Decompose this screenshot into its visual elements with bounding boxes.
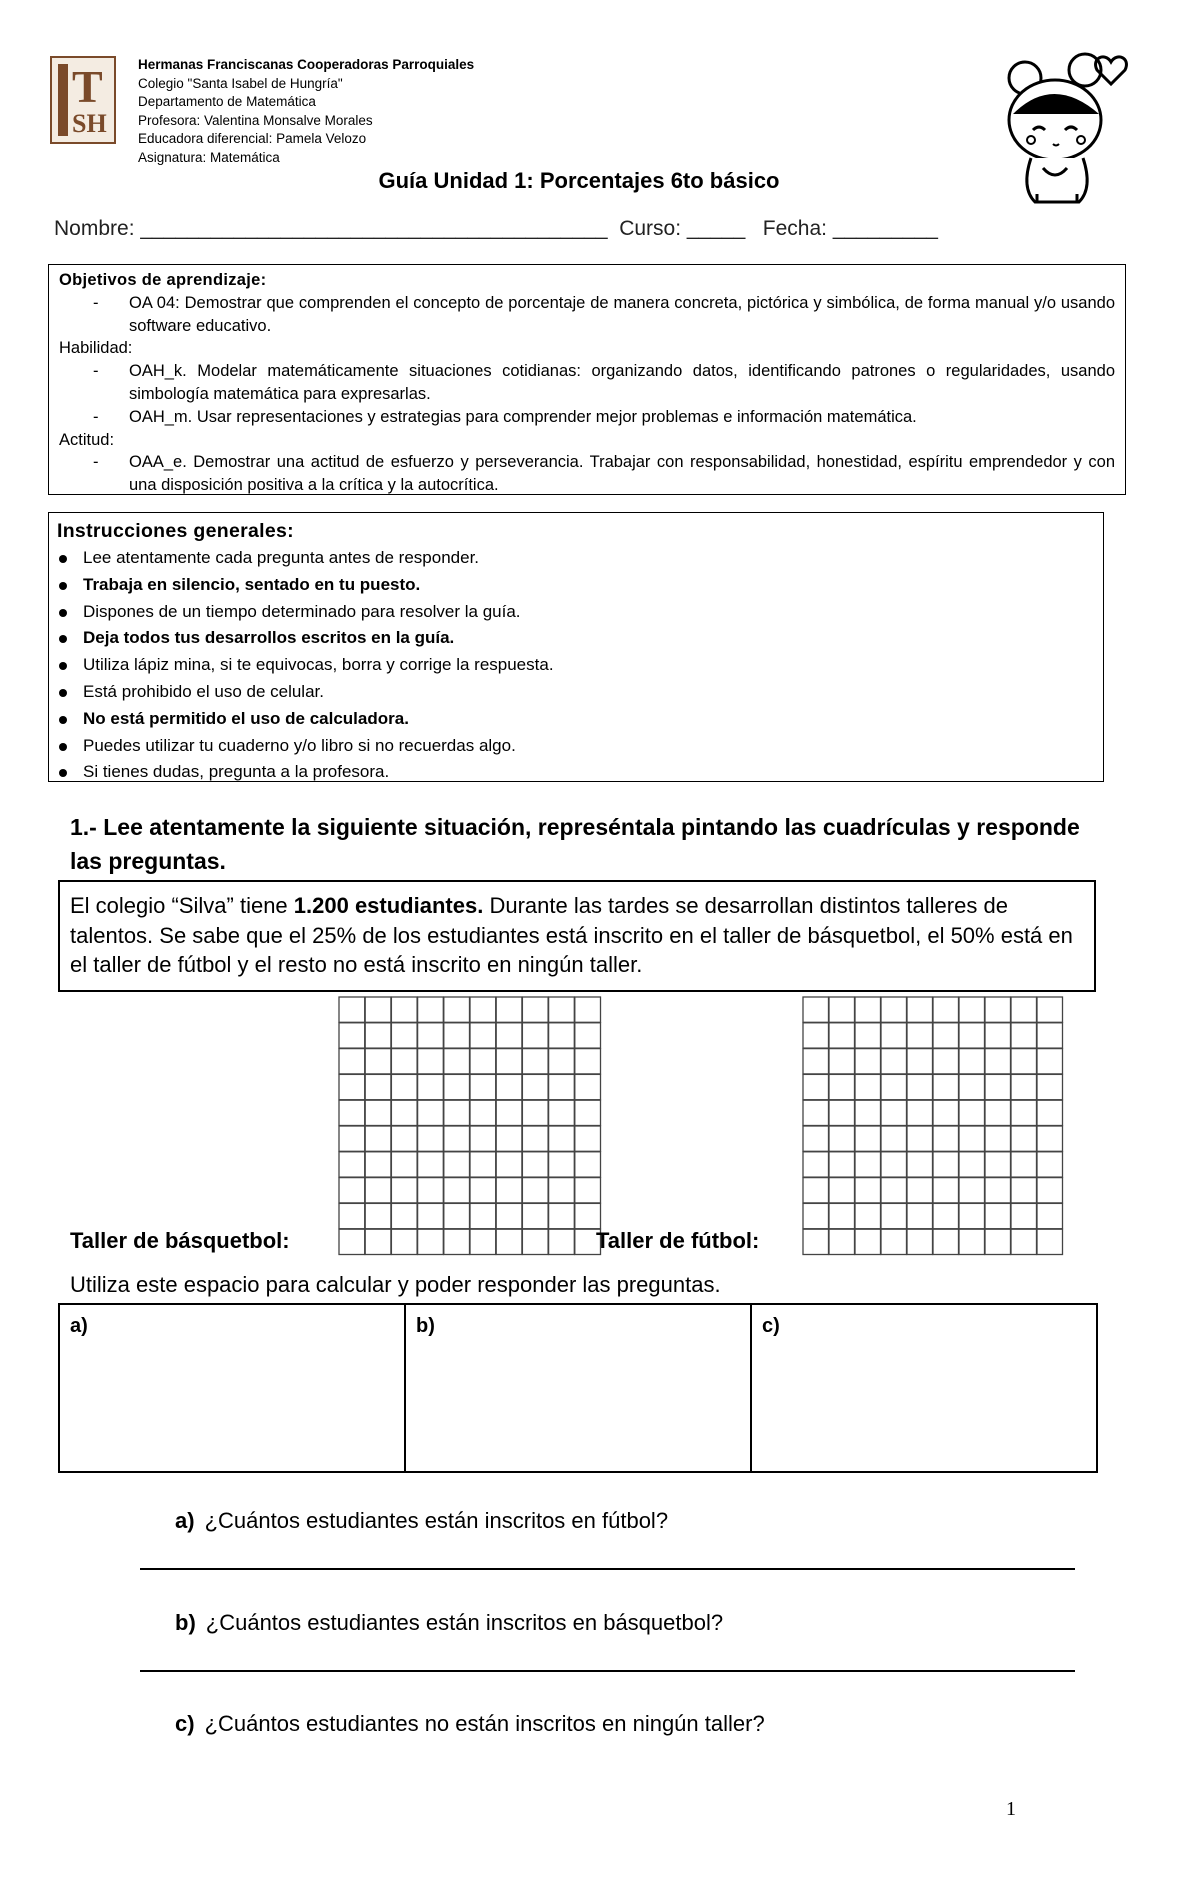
instruction-item: [57, 545, 1095, 572]
grid-square[interactable]: [391, 1152, 417, 1177]
instruction-text: Está prohibido el uso de celular.: [83, 681, 324, 701]
question-number: b): [175, 1610, 196, 1635]
dash-marker: -: [93, 362, 99, 381]
grid-square[interactable]: [803, 1100, 829, 1125]
grid-square[interactable]: [549, 1203, 575, 1228]
situation-box: [58, 880, 1096, 992]
grid-square[interactable]: [418, 1049, 444, 1074]
grid-square[interactable]: [496, 1023, 522, 1048]
grid-square[interactable]: [829, 1229, 855, 1254]
grid-square[interactable]: [829, 1074, 855, 1099]
grid-square[interactable]: [522, 1023, 548, 1048]
instruction-item: [57, 679, 1095, 706]
grid-square[interactable]: [418, 1229, 444, 1254]
bullet-icon: [59, 716, 67, 724]
habilidad-heading: Habilidad:: [59, 339, 133, 358]
grid-square[interactable]: [391, 997, 417, 1022]
situation-text-start: El colegio “Silva” tiene: [70, 893, 294, 918]
grid-square[interactable]: [959, 1178, 985, 1203]
grid-square[interactable]: [803, 997, 829, 1022]
question-number: c): [175, 1711, 195, 1736]
calc-space-label: Utiliza este espacio para calcular y poder responder las preguntas.: [70, 1272, 721, 1297]
instruction-item: [57, 599, 1095, 626]
grid-square[interactable]: [444, 1203, 470, 1228]
instruction-item: [57, 652, 1095, 679]
grid-square[interactable]: [985, 1229, 1011, 1254]
grid-square[interactable]: [391, 1074, 417, 1099]
grid-square[interactable]: [907, 1229, 933, 1254]
grid-square[interactable]: [933, 1229, 959, 1254]
question-a: [175, 1508, 668, 1534]
instruction-text: Puedes utilizar tu cuaderno y/o libro si no recuerdas algo.: [83, 735, 516, 755]
grid-square[interactable]: [985, 1023, 1011, 1048]
grid-square[interactable]: [470, 1178, 496, 1203]
grid-square[interactable]: [985, 1074, 1011, 1099]
grid-square[interactable]: [339, 1203, 365, 1228]
grid-square[interactable]: [881, 1023, 907, 1048]
grid-square[interactable]: [933, 1074, 959, 1099]
question-b: [175, 1610, 723, 1636]
grid-square[interactable]: [339, 1100, 365, 1125]
bullet-icon: [59, 662, 67, 670]
grid-square[interactable]: [1037, 1049, 1063, 1074]
grid-square[interactable]: [365, 1203, 391, 1228]
grid-square[interactable]: [829, 1100, 855, 1125]
grid-square[interactable]: [470, 1023, 496, 1048]
school-line: Profesora: Valentina Monsalve Morales: [138, 112, 373, 128]
question-text: ¿Cuántos estudiantes están inscritos en fútbol?: [204, 1508, 669, 1533]
grid-square[interactable]: [365, 1126, 391, 1151]
grid-square[interactable]: [365, 1229, 391, 1254]
grid-square[interactable]: [1037, 1152, 1063, 1177]
grid-square[interactable]: [855, 1203, 881, 1228]
grid-square[interactable]: [1011, 1152, 1037, 1177]
grid-square[interactable]: [985, 1152, 1011, 1177]
grid-square[interactable]: [803, 1049, 829, 1074]
grid-square[interactable]: [365, 1023, 391, 1048]
instruction-text: Si tienes dudas, pregunta a la profesora.: [83, 762, 390, 782]
grid-square[interactable]: [575, 997, 601, 1022]
grid-square[interactable]: [907, 1100, 933, 1125]
grid-square[interactable]: [855, 1178, 881, 1203]
grid-square[interactable]: [855, 1074, 881, 1099]
grid-square[interactable]: [365, 1074, 391, 1099]
grid-square[interactable]: [829, 1152, 855, 1177]
bullet-icon: [59, 555, 67, 563]
grid-square[interactable]: [444, 1049, 470, 1074]
objective-item: [59, 406, 1115, 429]
instruction-item: [57, 625, 1095, 652]
grid-square[interactable]: [418, 1203, 444, 1228]
school-line: Asignatura: Matemática: [138, 149, 280, 165]
grid-square[interactable]: [470, 1229, 496, 1254]
grid-square[interactable]: [1011, 1203, 1037, 1228]
grid-square[interactable]: [549, 1074, 575, 1099]
grid-square[interactable]: [829, 1049, 855, 1074]
grid-square[interactable]: [575, 1203, 601, 1228]
school-info: [138, 56, 474, 167]
dash-marker: -: [93, 453, 99, 472]
grid-square[interactable]: [803, 1178, 829, 1203]
grid-square[interactable]: [391, 1023, 417, 1048]
grid-square[interactable]: [339, 1152, 365, 1177]
grid-square[interactable]: [391, 1049, 417, 1074]
school-line: Educadora diferencial: Pamela Velozo: [138, 131, 367, 146]
grid-square[interactable]: [1037, 1203, 1063, 1228]
grid-square[interactable]: [496, 1049, 522, 1074]
bullet-icon: [59, 609, 67, 617]
dash-marker: -: [93, 293, 99, 312]
objective-item: [59, 360, 1115, 406]
grid-square[interactable]: [933, 997, 959, 1022]
grid-square[interactable]: [575, 1049, 601, 1074]
grid-square[interactable]: [933, 1178, 959, 1203]
grid-square[interactable]: [959, 1152, 985, 1177]
grid-square[interactable]: [549, 1178, 575, 1203]
grid-square[interactable]: [418, 1178, 444, 1203]
logo-monogram: SH: [72, 109, 107, 138]
grid-square[interactable]: [855, 997, 881, 1022]
instruction-item: [57, 572, 1095, 599]
grid-square[interactable]: [803, 1229, 829, 1254]
grid-square[interactable]: [391, 1178, 417, 1203]
grid-square[interactable]: [1011, 1023, 1037, 1048]
bullet-icon: [59, 635, 67, 643]
dash-marker: -: [93, 407, 99, 426]
grid-square[interactable]: [365, 1152, 391, 1177]
school-line: Colegio "Santa Isabel de Hungría": [138, 75, 343, 91]
grid-square[interactable]: [985, 1100, 1011, 1125]
grid-square[interactable]: [1037, 1100, 1063, 1125]
grid-square[interactable]: [881, 1203, 907, 1228]
grid-square[interactable]: [339, 1074, 365, 1099]
grid-square[interactable]: [339, 997, 365, 1022]
calc-cell-c[interactable]: c): [762, 1315, 780, 1337]
grid-square[interactable]: [549, 1229, 575, 1254]
grid-square[interactable]: [444, 1229, 470, 1254]
grid-square[interactable]: [470, 1126, 496, 1151]
grid-square[interactable]: [522, 1126, 548, 1151]
bullet-icon: [59, 582, 67, 590]
grid-square[interactable]: [985, 1203, 1011, 1228]
grid-square[interactable]: [959, 1229, 985, 1254]
bullet-icon: [59, 743, 67, 751]
grid-square[interactable]: [365, 1100, 391, 1125]
grid-square[interactable]: [933, 1023, 959, 1048]
school-line: Hermanas Franciscanas Cooperadoras Parroquiales: [138, 57, 475, 72]
grid-square[interactable]: [1037, 1126, 1063, 1151]
grid-square[interactable]: [444, 1074, 470, 1099]
grid-square[interactable]: [418, 1074, 444, 1099]
objective-text: OAA_e. Demostrar una actitud de esfuerzo y perseverancia. Trabajar con responsabilidad, honestidad, espíritu emprendedor y con una disposición positiva a la crítica y la autocrítica.: [129, 453, 1115, 495]
school-logo: [50, 56, 116, 144]
grid-square[interactable]: [391, 1100, 417, 1125]
grid-square[interactable]: [496, 1100, 522, 1125]
grid-square[interactable]: [959, 1100, 985, 1125]
answer-line-b[interactable]: [140, 1670, 1075, 1672]
page-title: Guía Unidad 1: Porcentajes 6to básico: [378, 168, 780, 193]
grid-square[interactable]: [881, 1152, 907, 1177]
grid-square[interactable]: [855, 1229, 881, 1254]
grid-square[interactable]: [470, 1152, 496, 1177]
grid-square[interactable]: [907, 1203, 933, 1228]
grid-square[interactable]: [829, 1203, 855, 1228]
grid-square[interactable]: [522, 1049, 548, 1074]
grid-square[interactable]: [391, 1203, 417, 1228]
grid-square[interactable]: [444, 1152, 470, 1177]
question-text: ¿Cuántos estudiantes están inscritos en básquetbol?: [205, 1610, 724, 1635]
grid-square[interactable]: [907, 1074, 933, 1099]
calc-cell-b[interactable]: b): [406, 1305, 752, 1471]
grid-square[interactable]: [881, 1074, 907, 1099]
grid-square[interactable]: [496, 997, 522, 1022]
grid-square[interactable]: [365, 1178, 391, 1203]
question-c: [175, 1711, 765, 1737]
grid-square[interactable]: [907, 1126, 933, 1151]
question-text: ¿Cuántos estudiantes no están inscritos en ningún taller?: [204, 1711, 765, 1736]
logo-side-bar: [58, 64, 68, 136]
instruction-text: Deja todos tus desarrollos escritos en la guía.: [83, 628, 455, 648]
grid-square[interactable]: [549, 997, 575, 1022]
grid-square[interactable]: [881, 997, 907, 1022]
grid-square[interactable]: [470, 997, 496, 1022]
grid-square[interactable]: [829, 997, 855, 1022]
grid-square[interactable]: [549, 1023, 575, 1048]
grid-square[interactable]: [339, 1049, 365, 1074]
grid-square[interactable]: [575, 1178, 601, 1203]
grid-square[interactable]: [1037, 1229, 1063, 1254]
grid-square[interactable]: [522, 1152, 548, 1177]
grid-square[interactable]: [522, 1203, 548, 1228]
objective-item: [59, 292, 1115, 338]
grid-square[interactable]: [365, 997, 391, 1022]
grid-square[interactable]: [959, 997, 985, 1022]
grid-square[interactable]: [907, 1023, 933, 1048]
instruction-text: No está permitido el uso de calculadora.: [83, 708, 409, 728]
grid-square[interactable]: [933, 1152, 959, 1177]
question-number: a): [175, 1508, 195, 1533]
grid-square[interactable]: [1037, 1178, 1063, 1203]
grid-square[interactable]: [418, 1126, 444, 1151]
grid-square[interactable]: [959, 1126, 985, 1151]
grid-square[interactable]: [496, 1074, 522, 1099]
basketball-grid-label: Taller de básquetbol:: [70, 1228, 290, 1253]
grid-square[interactable]: [881, 1178, 907, 1203]
grid-square[interactable]: [855, 1126, 881, 1151]
grid-square[interactable]: [1011, 1178, 1037, 1203]
grid-square[interactable]: [549, 1100, 575, 1125]
grid-square[interactable]: [1037, 1074, 1063, 1099]
grid-square[interactable]: [855, 1152, 881, 1177]
grid-square[interactable]: [496, 1203, 522, 1228]
grid-square[interactable]: [907, 1049, 933, 1074]
grid-square[interactable]: [496, 1178, 522, 1203]
grid-square[interactable]: [549, 1126, 575, 1151]
grid-square[interactable]: [803, 1074, 829, 1099]
grid-square[interactable]: [418, 1023, 444, 1048]
grid-square[interactable]: [1037, 1023, 1063, 1048]
grid-square[interactable]: [907, 997, 933, 1022]
grid-square[interactable]: [470, 1203, 496, 1228]
grid-square[interactable]: [496, 1152, 522, 1177]
situation-text-end: Durante las tardes se desarrollan distintos talleres de talentos. Se sabe que el 25% de los estudiantes está inscrito en el taller de básquetbol, el 50% está en el taller de fútbol y el resto no está inscrito en ningún taller.: [70, 893, 1073, 977]
grid-square[interactable]: [985, 1049, 1011, 1074]
grid-square[interactable]: [496, 1126, 522, 1151]
grid-square[interactable]: [575, 1126, 601, 1151]
grid-square[interactable]: [881, 1100, 907, 1125]
grid-square[interactable]: [418, 997, 444, 1022]
grid-square[interactable]: [933, 1049, 959, 1074]
grid-square[interactable]: [1011, 997, 1037, 1022]
instruction-item: [57, 733, 1095, 760]
grid-square[interactable]: [803, 1023, 829, 1048]
grid-square[interactable]: [549, 1049, 575, 1074]
grid-square[interactable]: [933, 1203, 959, 1228]
calc-space-table[interactable]: [58, 1303, 1098, 1473]
grid-square[interactable]: [522, 1100, 548, 1125]
instruction-text: Dispones de un tiempo determinado para resolver la guía.: [83, 601, 521, 621]
objectives-heading: Objetivos de aprendizaje:: [59, 271, 267, 289]
grid-square[interactable]: [549, 1152, 575, 1177]
grid-square[interactable]: [575, 1152, 601, 1177]
grid-square[interactable]: [959, 1074, 985, 1099]
grid-square[interactable]: [575, 1074, 601, 1099]
instruction-text: Trabaja en silencio, sentado en tu puesto.: [83, 574, 421, 594]
instructions-heading: Instrucciones generales:: [57, 520, 294, 542]
grid-square[interactable]: [959, 1049, 985, 1074]
grid-square[interactable]: [1011, 1049, 1037, 1074]
grid-square[interactable]: [522, 1074, 548, 1099]
grid-square[interactable]: [444, 1023, 470, 1048]
objective-text: OAH_k. Modelar matemáticamente situaciones cotidianas: organizando datos, identificando patrones o regularidades, usando simbología matemática para expresarlas.: [129, 362, 1115, 403]
grid-square[interactable]: [907, 1152, 933, 1177]
bullet-icon: [59, 769, 67, 777]
objective-text: OAH_m. Usar representaciones y estrategias para comprender mejor problemas e información matemática.: [129, 407, 917, 426]
grid-square[interactable]: [339, 1178, 365, 1203]
objective-item: [59, 451, 1115, 497]
grid-square[interactable]: [855, 1023, 881, 1048]
grid-square[interactable]: [391, 1126, 417, 1151]
situation-bold-text: 1.200 estudiantes.: [293, 893, 484, 918]
grid-square[interactable]: [418, 1152, 444, 1177]
grid-square[interactable]: [444, 1126, 470, 1151]
grid-square[interactable]: [418, 1100, 444, 1125]
grid-square[interactable]: [829, 1126, 855, 1151]
grid-square[interactable]: [855, 1100, 881, 1125]
instruction-item: [57, 706, 1095, 733]
grid-square[interactable]: [933, 1100, 959, 1125]
bullet-icon: [59, 689, 67, 697]
grid-square[interactable]: [1011, 1074, 1037, 1099]
grid-square[interactable]: [803, 1126, 829, 1151]
grid-square[interactable]: [803, 1203, 829, 1228]
grid-square[interactable]: [959, 1203, 985, 1228]
page-number: 1: [1006, 1798, 1016, 1820]
grid-square[interactable]: [985, 1126, 1011, 1151]
school-line: Departamento de Matemática: [138, 94, 316, 109]
grid-square[interactable]: [907, 1178, 933, 1203]
football-grid-label: Taller de fútbol:: [596, 1228, 760, 1253]
grid-square[interactable]: [339, 1229, 365, 1254]
objective-text: OA 04: Demostrar que comprenden el concepto de porcentaje de manera concreta, pictórica y simbólica, de forma manual y/o usando software educativo.: [129, 293, 1115, 335]
grid-square[interactable]: [522, 1178, 548, 1203]
grid-square[interactable]: [1011, 1126, 1037, 1151]
grid-square[interactable]: [829, 1178, 855, 1203]
instructions-box: [48, 512, 1104, 782]
grid-square[interactable]: [1037, 997, 1063, 1022]
grid-square[interactable]: [444, 1178, 470, 1203]
grid-square[interactable]: [829, 1023, 855, 1048]
instruction-text: Utiliza lápiz mina, si te equivocas, borra y corrige la respuesta.: [83, 655, 554, 675]
grid-square[interactable]: [881, 1049, 907, 1074]
question-title: 1.- Lee atentamente la siguiente situación, represéntala pintando las cuadrículas y responde las preguntas.: [70, 814, 1080, 874]
grid-square[interactable]: [985, 1178, 1011, 1203]
grid-square[interactable]: [933, 1126, 959, 1151]
instructions-list: [57, 545, 1095, 786]
grid-square[interactable]: [496, 1229, 522, 1254]
grid-square[interactable]: [444, 1100, 470, 1125]
answer-line-a[interactable]: [140, 1568, 1075, 1570]
grid-square[interactable]: [365, 1049, 391, 1074]
grid-square[interactable]: [881, 1126, 907, 1151]
grid-square[interactable]: [881, 1229, 907, 1254]
grid-square[interactable]: [959, 1023, 985, 1048]
grid-square[interactable]: [1011, 1229, 1037, 1254]
grid-square[interactable]: [855, 1049, 881, 1074]
grid-square[interactable]: [391, 1229, 417, 1254]
grid-square[interactable]: [470, 1074, 496, 1099]
grid-square[interactable]: [803, 1152, 829, 1177]
grid-square[interactable]: [339, 1126, 365, 1151]
grid-square[interactable]: [522, 997, 548, 1022]
basketball-hundred-grid[interactable]: [338, 996, 602, 1256]
grid-square[interactable]: [339, 1023, 365, 1048]
grid-square[interactable]: [985, 997, 1011, 1022]
grid-square[interactable]: [470, 1049, 496, 1074]
football-hundred-grid[interactable]: [802, 996, 1064, 1256]
grid-square[interactable]: [1011, 1100, 1037, 1125]
calc-cell-a[interactable]: a): [60, 1305, 406, 1471]
grid-square[interactable]: [470, 1100, 496, 1125]
instruction-item: [57, 759, 1095, 786]
actitud-heading: Actitud:: [59, 430, 115, 449]
grid-square[interactable]: [444, 997, 470, 1022]
student-info-line: Nombre: ________________________________________ Curso: _____ Fecha: _________: [54, 217, 938, 240]
objectives-box: [48, 264, 1126, 495]
instruction-text: Lee atentamente cada pregunta antes de responder.: [83, 548, 480, 567]
logo-letter: T: [72, 61, 103, 112]
grid-square[interactable]: [575, 1100, 601, 1125]
grid-square[interactable]: [522, 1229, 548, 1254]
grid-square[interactable]: [575, 1023, 601, 1048]
